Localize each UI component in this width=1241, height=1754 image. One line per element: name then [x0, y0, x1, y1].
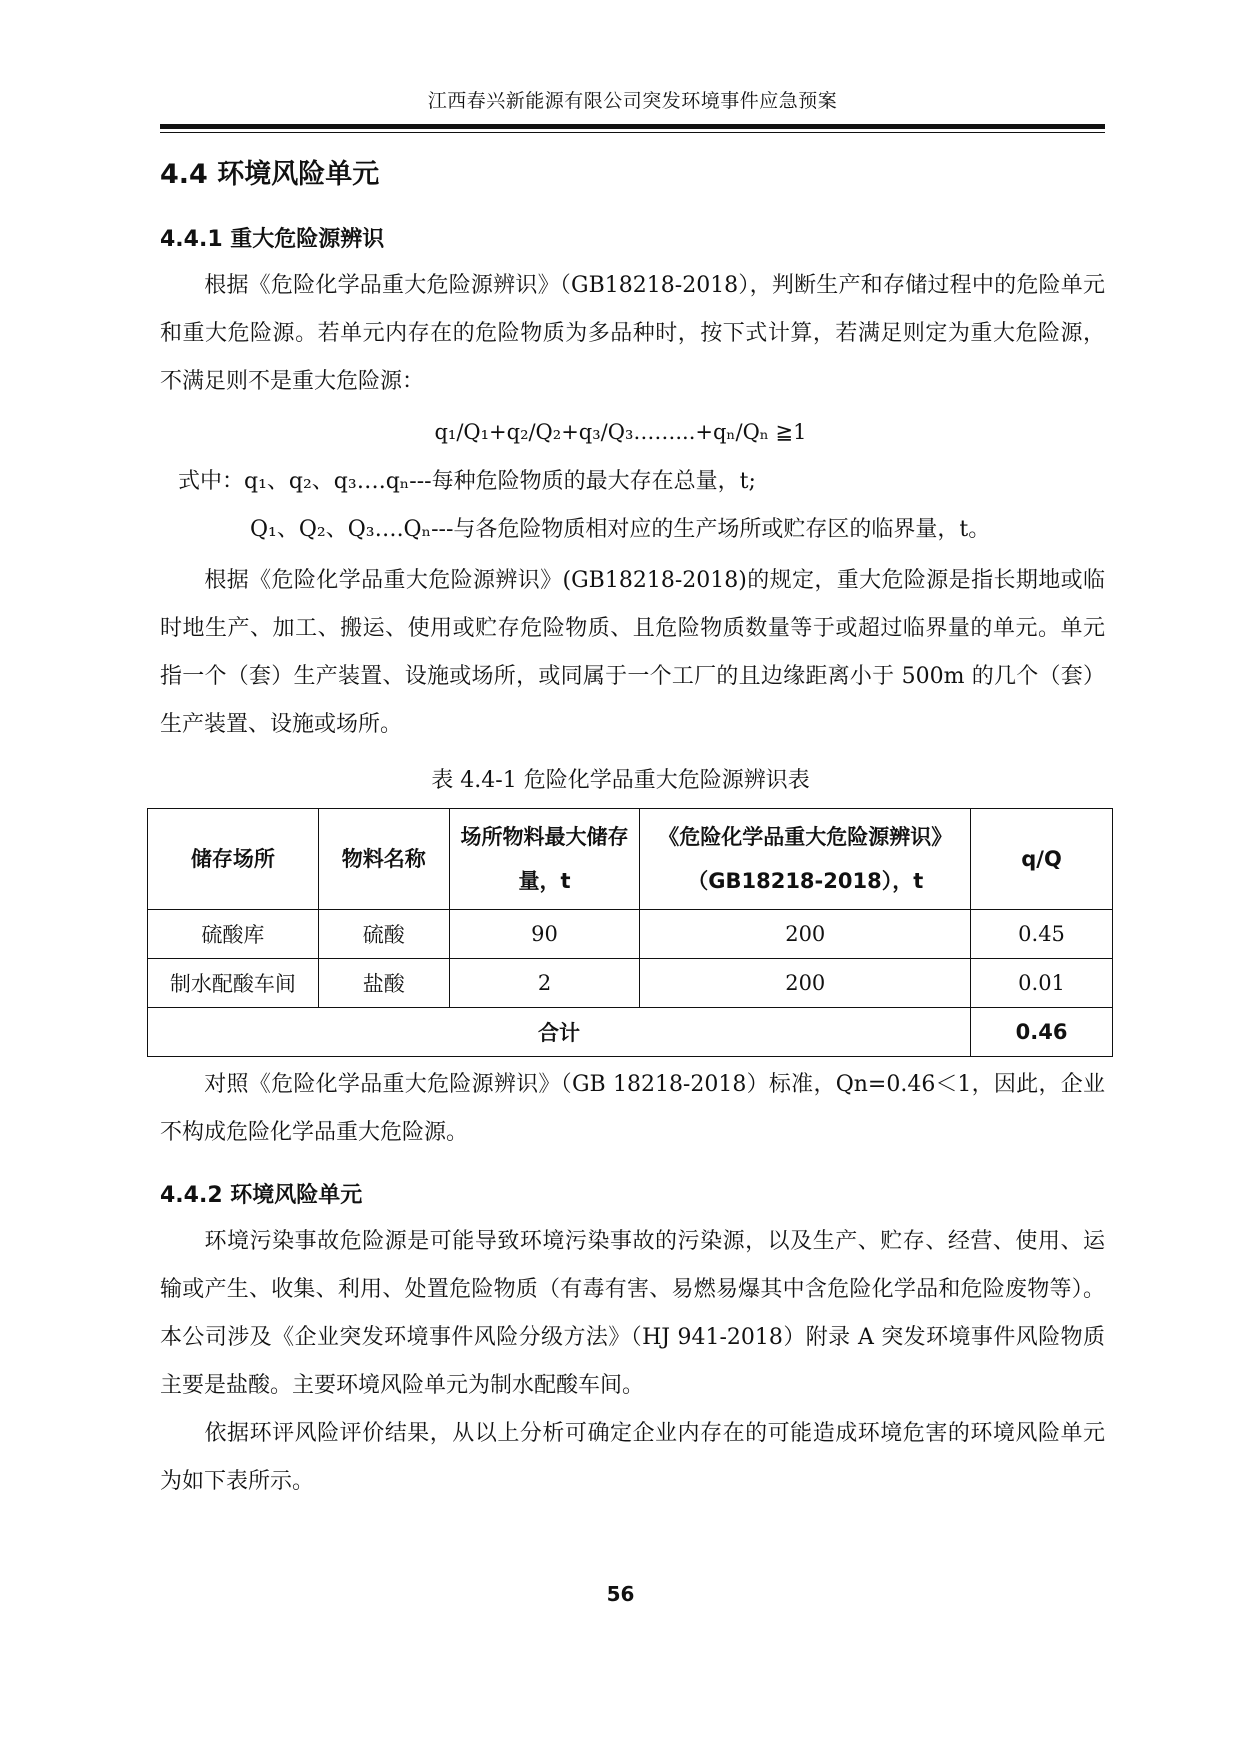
table-cell: 200	[640, 959, 971, 1008]
section-heading-4-4-1: 4.4.1 重大危险源辨识	[160, 227, 385, 252]
page-number: 56	[606, 1582, 635, 1606]
table-row	[148, 910, 1113, 959]
section-heading-4-4-2: 4.4.2 环境风险单元	[160, 1183, 363, 1208]
table-header-cell: 储存场所	[148, 809, 319, 910]
paragraph-definition: 根据《危险化学品重大危险源辨识》(GB18218-2018)的规定，重大危险源是指长期地或临时地生产、加工、搬运、使用或贮存危险物质、且危险物质数量等于或超过临界量的单元。单元指一个（套）生产装置、设施或场所，或同属于一个工厂的且边缘距离小于 500m 的几个（套）生产装置、设施或场所。	[160, 568, 1105, 737]
table-cell: 盐酸	[318, 959, 449, 1008]
paragraph-risk-units: 依据环评风险评价结果，从以上分析可确定企业内存在的可能造成环境危害的环境风险单元为如下表所示。	[160, 1421, 1105, 1494]
table-cell: 0.01	[971, 959, 1113, 1008]
table-header-cell: 《危险化学品重大危险源辨识》（GB18218-2018），t	[640, 809, 971, 910]
table-header-row	[148, 809, 1113, 910]
paragraph-risk-sources: 环境污染事故危险源是可能导致环境污染事故的污染源，以及生产、贮存、经营、使用、运输或产生、收集、利用、处置危险物质（有毒有害、易燃易爆其中含危险化学品和危险废物等）。本公司涉及《企业突发环境事件风险分级方法》（HJ 941-2018）附录 A 突发环境事件风险物质主要是盐酸。主要环境风险单元为制水配酸车间。	[160, 1229, 1105, 1398]
header-rule	[160, 124, 1105, 129]
table-cell: 90	[449, 910, 640, 959]
table-header-cell: 物料名称	[318, 809, 449, 910]
running-header: 江西春兴新能源有限公司突发环境事件应急预案	[427, 90, 838, 112]
paragraph-intro: 根据《危险化学品重大危险源辨识》（GB18218-2018），判断生产和存储过程中的危险单元和重大危险源。若单元内存在的危险物质为多品种时，按下式计算，若满足则定为重大危险源，不满足则不是重大危险源：	[160, 273, 1105, 394]
table-cell: 2	[449, 959, 640, 1008]
table-cell: 硫酸库	[148, 910, 319, 959]
table-cell: 0.45	[971, 910, 1113, 959]
formula: q₁/Q₁+q₂/Q₂+q₃/Q₃……...+qₙ/Qₙ ≧1	[434, 420, 807, 444]
table-total-row	[148, 1008, 1113, 1057]
table-header-cell: 场所物料最大储存量，t	[449, 809, 640, 910]
table-cell: 制水配酸车间	[148, 959, 319, 1008]
hazard-table	[147, 808, 1113, 1057]
section-heading-4-4: 4.4 环境风险单元	[160, 159, 380, 190]
definition-Q: Q₁、Q₂、Q₃….Qₙ---与各危险物质相对应的生产场所或贮存区的临界量，t。	[250, 517, 991, 542]
paragraph-conclusion: 对照《危险化学品重大危险源辨识》（GB 18218-2018）标准，Qn=0.46＜1，因此，企业不构成危险化学品重大危险源。	[160, 1072, 1105, 1145]
header-rule-thin	[160, 132, 1105, 133]
table-cell: 硫酸	[318, 910, 449, 959]
definition-q: 式中：q₁、q₂、q₃….qₙ---每种危险物质的最大存在总量，t;	[178, 469, 756, 494]
table-caption: 表 4.4-1 危险化学品重大危险源辨识表	[431, 768, 810, 793]
total-label: 合计	[148, 1008, 971, 1057]
table-header-cell: q/Q	[971, 809, 1113, 910]
table-cell: 200	[640, 910, 971, 959]
table-row	[148, 959, 1113, 1008]
total-value: 0.46	[971, 1008, 1113, 1057]
